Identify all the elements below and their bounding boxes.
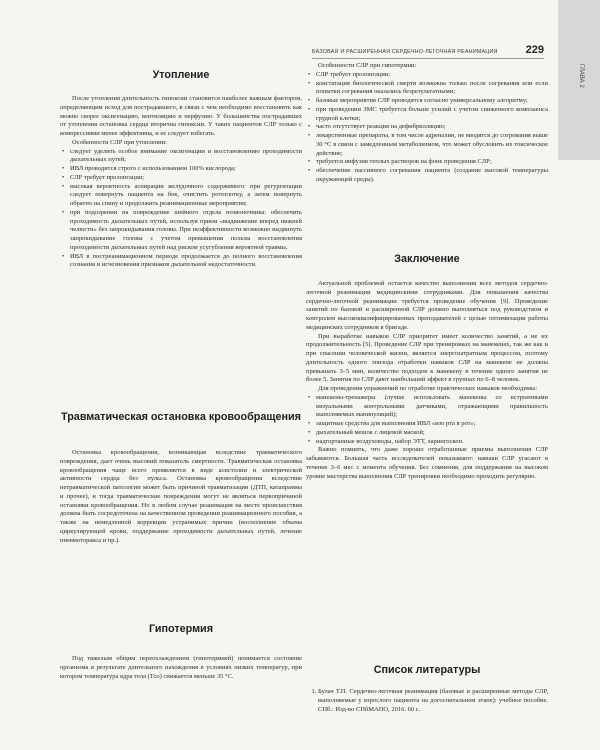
hypothermia-section: [60, 655, 302, 681]
list-item: • базовые мероприятия СЛР проводятся согласно универсальному алгоритму;: [316, 97, 548, 106]
chapter-label: ГЛАВА 2: [578, 64, 584, 88]
list-item: • при проведении ЗМС требуется больше усилий с учетом сниженного комплаенса грудной клетки;: [316, 106, 548, 124]
list-item: • ИВЛ в постреанимационном периоде продолжается до полного восстановления сознания и исчезновения признаков дыхательной недостаточности.: [70, 253, 302, 271]
paragraph: После утопления длительность гипоксии становится наиболее важным фактором, определяющим исход для пострадавшего, в связи с чем необходимо восстановить как можно скорее оксигенацию, вентиляцию и перфузию. У большинства пострадавших от утопления остановка сердца вторична гипоксии. У таких пациентов СЛР только с компрессиями менее эффективна, и ее следует избегать.: [60, 95, 302, 137]
list-item: • дыхательный мешок с лицевой маской;: [316, 429, 548, 438]
drowning-section: [60, 95, 302, 270]
paragraph: Особенности СЛР при гипотермии:: [318, 62, 417, 69]
list-item: • СЛР требует пролонгации;: [316, 71, 548, 80]
running-title: БАЗОВАЯ И РАСШИРЕННАЯ СЕРДЕЧНО-ЛЕГОЧНАЯ РЕАНИМАЦИЯ: [312, 49, 498, 55]
list-item: • высокая вероятность аспирации желудочного содержимого: при регургитации следует повернуть пациента на бок, очистить ротоглотку, а затем повернуть обратно на спину и продолжить реанимационные мероприятия;: [70, 183, 302, 209]
paragraph: Актуальной проблемой остается качество выполнения всех методов сердечно-легочной реанимации медицинскими сотрудниками. Для повышения качества сердечно-легочной реанимации требуется проведение обучения [9]. Проведение занятий по базовой и расширенной СЛР должно выполняться под руководством и контролем высококвалифицированных преподавателей с целью оптимизации работы медицинских сотрудников в бригаде.: [306, 280, 548, 331]
drowning-list: [60, 148, 302, 271]
list-item: • следует уделить особое внимание оксигенации и восстановлению проходимости дыхательных путей;: [70, 148, 302, 166]
list-item: • требуется инфузия теплых растворов на фоне проведения СЛР;: [316, 158, 548, 167]
paragraph: При выработке навыков СЛР приоритет имеет количество занятий, а не их продолжительность [5]. Проведение СЛР при тренировках на манекенах, так же как и при спасении человеческой жизни, является энергозатратным процессом, поэтому длительность одного эпизода отработки навыков СЛР на манекене не должна превышать 3–5 мин, количество подходов к манекену в течение одного занятия не более 5. Занятия по СЛР дают наибольший эффект в группах по 6–8 человек.: [306, 332, 548, 384]
list-item: • лекарственные препараты, в том числе адреналин, не вводятся до согревания выше 30 °С в связи с замедленным метаболизмом, что может обусловить их токсическое действие;: [316, 132, 548, 158]
list-item: • обеспечение пассивного согревания пациента (создание высокой температуры окружающей среды).: [316, 167, 548, 185]
section-title-hypothermia: Гипотермия: [148, 623, 213, 635]
section-title-trauma: Травматическая остановка кровообращения: [61, 411, 301, 423]
list-item: • СЛР требует пролонгации;: [70, 174, 302, 183]
paragraph: Особенности СЛР при утоплении:: [72, 138, 167, 146]
running-header: [312, 44, 544, 59]
trauma-section: [60, 449, 302, 545]
paragraph: Для проведения упражнений по отработке практических навыков необходимы:: [318, 385, 538, 392]
hypothermia-list-section: [306, 62, 548, 185]
training-list: [306, 394, 548, 447]
section-title-drowning: Утопление: [152, 69, 210, 81]
paragraph: Важно помнить, что даже хорошо отработанные приемы выполнения СЛР забываются. Большая часть исследователей показывают: навыки СЛР угасают в течение 3–6 мес с момента обучения. Без сомнения, для поддержания на высоком уровне мастерства выполнения СЛР тренировки необходимо проходить регулярно.: [306, 446, 548, 480]
conclusion-section: [306, 280, 548, 481]
references-list: [306, 688, 548, 714]
list-item: • манекены-тренажеры (лучше использовать манекены со встроенными визуальными контрольными датчиками, отражающими правильность выполняемых манипуляций);: [316, 394, 548, 420]
list-item: • часто отсутствует реакция на дефибрилляцию;: [316, 123, 548, 132]
list-item: • ИВЛ проводится строго с использованием 100% кислорода;: [70, 165, 302, 174]
section-title-references: Список литературы: [373, 664, 481, 676]
paragraph: Остановка кровообращения, возникающая вследствие травматического повреждения, дает очень высокий показатель смертности. Травматическая остановка кровообращения чаще всего проявляется в виде асистолии и электрической активности сердца без пульса. Остановка кровообращения вследствие нетравматической патологии может быть причиной травматизации (ДТП, катапрамма и прочее), и тогда травматические повреждения могут не являться первопричиной остановки кровообращения. Но в любом случае реанимация на месте происшествия должна быть сосредоточена на качественном проведении реанимационного пособия, а также на немедленной коррекции устранимых причин (восполнение объема циркулирующей крови, поддержание проходимости дыхательных путей, лечение пневмоторакса и пр.).: [60, 449, 302, 544]
list-item: • при подозрении на повреждение шейного отдела позвоночника: обеспечить проходимость дыхательных путей, используя прием «выдвижение вперед нижней челюсти» без запрокидывания головы. При неэффективности возможно выдвинуть запрокидывание головы с учетом превышения пользы восстановления проходимости дыхательных путей над риском усугубления вероятной травмы.: [70, 209, 302, 253]
page-number: 229: [525, 44, 544, 56]
paragraph: Под тяжелым общим переохлаждением (гипотермией) понимается состояние организма в результате длительного нахождения в условиях низких температур, при котором температура ядра тела (Тсо) снижается меньше 35 °С.: [60, 655, 302, 680]
references-section: [306, 688, 548, 714]
reference-item: 1. Булач Т.П. Сердечно-легочная реанимация (базовые и расширенные методы СЛР, выполняемые у взрослого пациента на догоспитальном этапе): учебное пособие. СПб.: Изд-во СПбМАПО, 2016. 60 с.: [318, 688, 548, 714]
hypothermia-list: [306, 71, 548, 185]
list-item: • констатация биологической смерти возможна только после согревания или если попытки согревания оказались безрезультатными;: [316, 80, 548, 98]
list-item: • надгортанные воздуховоды, набор ЭТТ, ларингоскоп.: [316, 438, 548, 447]
list-item: • защитные средства для выполнения ИВЛ «изо рта в рот»;: [316, 420, 548, 429]
section-title-conclusion: Заключение: [394, 253, 460, 265]
